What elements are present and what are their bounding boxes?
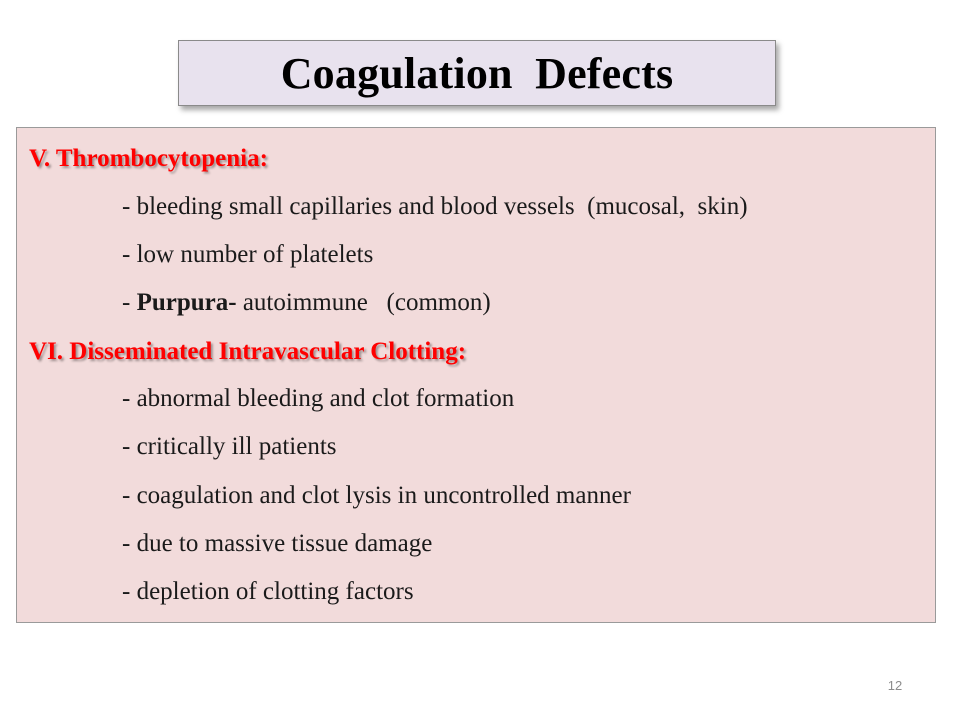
title-box bbox=[178, 40, 776, 106]
content-box bbox=[16, 127, 936, 623]
bullet-item: - bleeding small capillaries and blood vessels (mucosal, skin) bbox=[122, 193, 748, 220]
slide-title: Coagulation Defects bbox=[280, 48, 674, 98]
bullet-bold-term: Purpura- bbox=[136, 289, 237, 316]
bullet-item: - low number of platelets bbox=[122, 241, 374, 268]
bullet-item-purpura bbox=[122, 289, 491, 317]
section-heading-thrombocytopenia: V. Thrombocytopenia: bbox=[29, 145, 268, 172]
bullet-item: - due to massive tissue damage bbox=[122, 530, 433, 557]
section-heading-dic: VI. Disseminated Intravascular Clotting: bbox=[29, 338, 467, 365]
bullet-item: - coagulation and clot lysis in uncontrolled manner bbox=[122, 482, 631, 509]
bullet-prefix: - bbox=[122, 289, 137, 316]
page-number: 12 bbox=[887, 678, 903, 693]
bullet-rest: autoimmune (common) bbox=[236, 289, 491, 316]
bullet-item: - abnormal bleeding and clot formation bbox=[122, 385, 515, 412]
bullet-item: - depletion of clotting factors bbox=[122, 578, 414, 605]
bullet-item: - critically ill patients bbox=[122, 433, 337, 460]
